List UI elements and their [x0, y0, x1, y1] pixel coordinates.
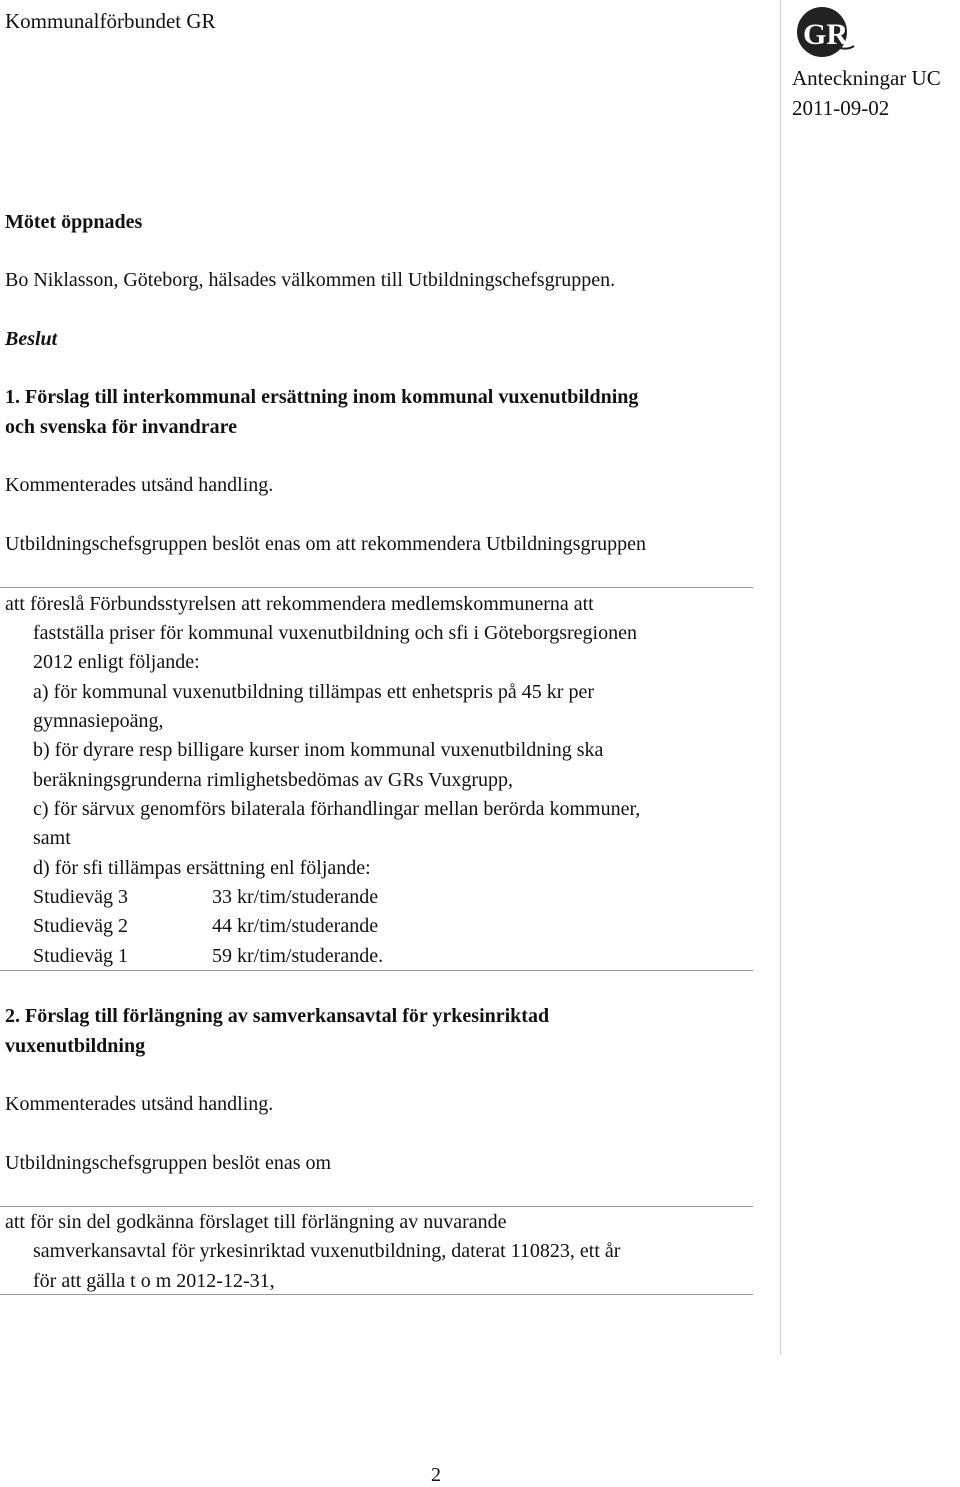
margin-divider — [780, 0, 781, 1355]
rate-label: Studieväg 3 — [33, 886, 128, 908]
item1-line: 2012 enligt följande: — [33, 651, 200, 673]
item2-title-line2: vuxenutbildning — [5, 1035, 146, 1057]
item1-line: a) för kommunal vuxenutbildning tillämpas ett enhetspris på 45 kr per — [33, 681, 594, 703]
gr-logo-icon — [796, 4, 856, 60]
rate-value: 33 kr/tim/studerande — [212, 886, 379, 908]
logo-text: GR — [803, 18, 848, 51]
item1-comment: Kommenterades utsänd handling. — [5, 474, 274, 496]
item1-line: att föreslå Förbundsstyrelsen att rekommendera medlemskommunerna att — [5, 593, 594, 615]
item2-title-line1: 2. Förslag till förlängning av samverkansavtal för yrkesinriktad — [5, 1005, 550, 1027]
item1-line: samt — [33, 827, 71, 849]
item2-decision-top-rule — [0, 1206, 753, 1207]
item1-line: fastställa priser för kommunal vuxenutbildning och sfi i Göteborgsregionen — [33, 622, 637, 644]
item2-comment: Kommenterades utsänd handling. — [5, 1093, 274, 1115]
item1-line: d) för sfi tillämpas ersättning enl följande: — [33, 857, 371, 879]
item2-line: samverkansavtal för yrkesinriktad vuxenutbildning, daterat 110823, ett år — [33, 1240, 621, 1262]
item2-decision-intro: Utbildningschefsgruppen beslöt enas om — [5, 1152, 332, 1174]
item1-decision-top-rule — [0, 587, 753, 588]
org-name: Kommunalförbundet GR — [5, 9, 216, 33]
item1-decision-intro: Utbildningschefsgruppen beslöt enas om att rekommendera Utbildningsgruppen — [5, 533, 646, 555]
beslut-heading: Beslut — [5, 328, 58, 350]
rate-label: Studieväg 1 — [33, 945, 128, 967]
item1-decision-bottom-rule — [0, 970, 753, 971]
item1-line: beräkningsgrunderna rimlighetsbedömas av GRs Vuxgrupp, — [33, 769, 514, 791]
meeting-opened-heading: Mötet öppnades — [5, 211, 143, 233]
item1-line: b) för dyrare resp billigare kurser inom kommunal vuxenutbildning ska — [33, 739, 604, 761]
item1-line: gymnasiepoäng, — [33, 710, 164, 732]
doc-date: 2011-09-02 — [792, 96, 890, 120]
rate-value: 44 kr/tim/studerande — [212, 915, 379, 937]
doc-type: Anteckningar UC — [792, 66, 941, 90]
welcome-text: Bo Niklasson, Göteborg, hälsades välkommen till Utbildningschefsgruppen. — [5, 269, 616, 291]
page-number: 2 — [431, 1464, 441, 1486]
item1-line: c) för särvux genomförs bilaterala förhandlingar mellan berörda kommuner, — [33, 798, 641, 820]
item1-title-line1: 1. Förslag till interkommunal ersättning inom kommunal vuxenutbildning — [5, 386, 639, 408]
item2-line: för att gälla t o m 2012-12-31, — [33, 1270, 275, 1292]
item2-decision-bottom-rule — [0, 1294, 753, 1295]
item2-line: att för sin del godkänna förslaget till förlängning av nuvarande — [5, 1211, 507, 1233]
item1-title-line2: och svenska för invandrare — [5, 416, 238, 438]
rate-label: Studieväg 2 — [33, 915, 128, 937]
rate-value: 59 kr/tim/studerande. — [212, 945, 384, 967]
